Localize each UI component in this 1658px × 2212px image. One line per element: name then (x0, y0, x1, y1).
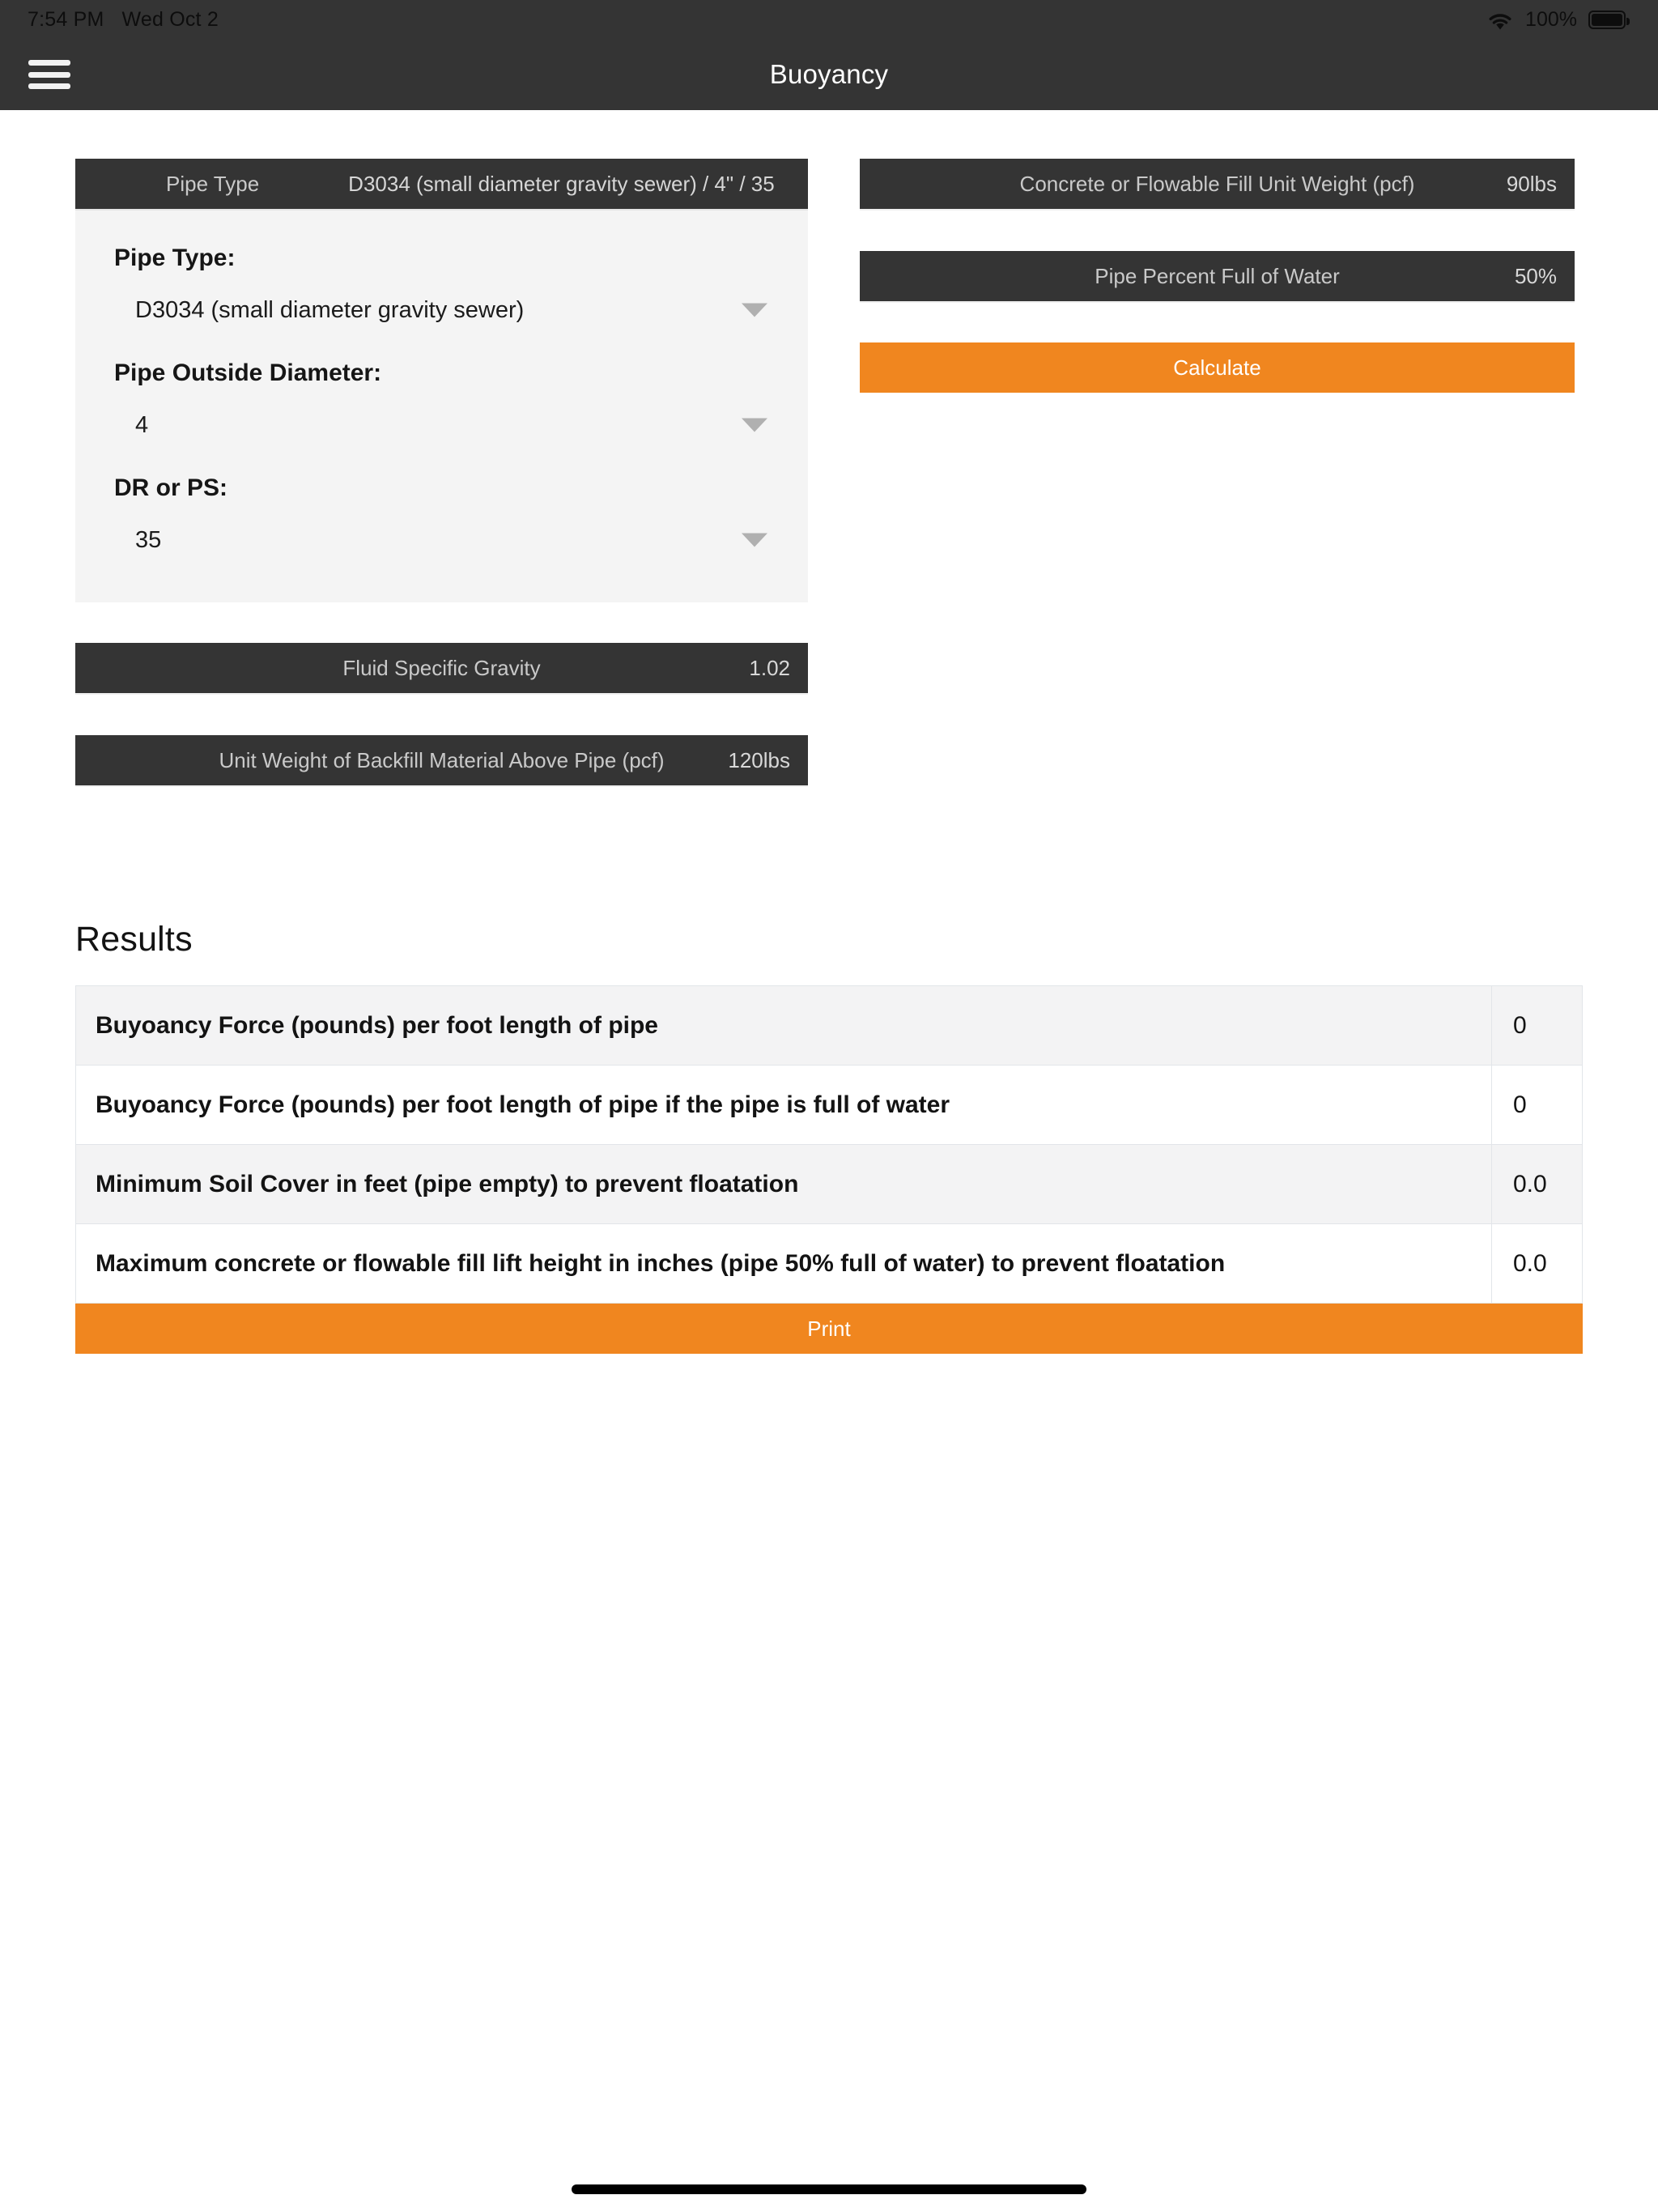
pipe-percent-full-value: 50% (1514, 263, 1557, 288)
concrete-unit-weight-label: Concrete or Flowable Fill Unit Weight (pcf) (1019, 171, 1415, 196)
result-label: Maximum concrete or flowable fill lift height in inches (pipe 50% full of water) to prevent floatation (76, 1224, 1492, 1304)
status-date: Wed Oct 2 (121, 7, 219, 31)
result-value: 0.0 (1492, 1145, 1583, 1224)
pipe-percent-full-label: Pipe Percent Full of Water (1095, 263, 1340, 288)
home-indicator[interactable] (572, 2184, 1086, 2194)
table-row (76, 1066, 1583, 1145)
result-label: Buyoancy Force (pounds) per foot length of pipe if the pipe is full of water (76, 1066, 1492, 1145)
results-section (75, 920, 1583, 1354)
backfill-unit-weight-value: 120lbs (728, 747, 790, 772)
calculate-button[interactable]: Calculate (860, 342, 1575, 393)
result-value: 0 (1492, 986, 1583, 1066)
fluid-specific-gravity-value: 1.02 (749, 655, 790, 680)
result-label: Minimum Soil Cover in feet (pipe empty) to prevent floatation (76, 1145, 1492, 1224)
status-bar-left (28, 8, 219, 32)
wifi-icon (1486, 11, 1514, 32)
pipe-type-picker-panel (75, 209, 808, 602)
chevron-down-icon (742, 419, 767, 432)
result-value: 0.0 (1492, 1224, 1583, 1304)
concrete-unit-weight-value: 90lbs (1506, 171, 1557, 196)
backfill-unit-weight-label: Unit Weight of Backfill Material Above Pipe (pcf) (219, 747, 665, 772)
spacer (860, 301, 1575, 342)
chevron-down-icon (742, 304, 767, 317)
pipe-outside-diameter-label: Pipe Outside Diameter: (114, 359, 382, 386)
table-row (76, 1224, 1583, 1304)
pipe-outside-diameter-select-value: 4 (135, 411, 149, 438)
dr-or-ps-select-value: 35 (135, 526, 162, 553)
result-value: 0 (1492, 1066, 1583, 1145)
battery-percent-label: 100% (1525, 7, 1577, 31)
status-bar-right (1486, 8, 1626, 32)
concrete-unit-weight-field[interactable] (860, 159, 1575, 209)
main-content (0, 110, 1658, 2212)
pipe-type-summary-value: D3034 (small diameter gravity sewer) / 4" / 35 (348, 171, 775, 196)
spacer (75, 693, 810, 735)
spacer (75, 602, 810, 643)
fluid-specific-gravity-label: Fluid Specific Gravity (342, 655, 541, 680)
left-column (0, 159, 810, 785)
print-button[interactable]: Print (75, 1304, 1583, 1354)
dr-or-ps-select[interactable] (75, 505, 808, 575)
spacer (860, 209, 1575, 251)
pipe-type-summary-label: Pipe Type (166, 171, 260, 196)
navigation-bar (0, 39, 1658, 110)
right-column (810, 159, 1658, 785)
status-bar (0, 0, 1658, 39)
pipe-percent-full-field[interactable] (860, 251, 1575, 301)
page-title: Buoyancy (769, 59, 889, 89)
pipe-type-label: Pipe Type: (114, 245, 236, 271)
fluid-specific-gravity-field[interactable] (75, 643, 808, 693)
table-row (76, 1145, 1583, 1224)
dr-or-ps-label: DR or PS: (114, 474, 228, 501)
pipe-outside-diameter-select[interactable] (75, 390, 808, 460)
results-heading: Results (75, 920, 193, 959)
table-row (76, 986, 1583, 1066)
pipe-type-select[interactable] (75, 275, 808, 345)
pipe-type-select-value: D3034 (small diameter gravity sewer) (135, 296, 525, 323)
pipe-type-summary-field[interactable] (75, 159, 808, 209)
print-button-row (75, 1304, 1583, 1354)
chevron-down-icon (742, 534, 767, 547)
backfill-unit-weight-field[interactable] (75, 735, 808, 785)
hamburger-menu-icon[interactable] (28, 57, 70, 92)
form-columns (0, 159, 1658, 785)
battery-icon (1588, 11, 1626, 29)
results-table (75, 985, 1583, 1304)
result-label: Buyoancy Force (pounds) per foot length of pipe (76, 986, 1492, 1066)
status-time: 7:54 PM (28, 7, 104, 31)
